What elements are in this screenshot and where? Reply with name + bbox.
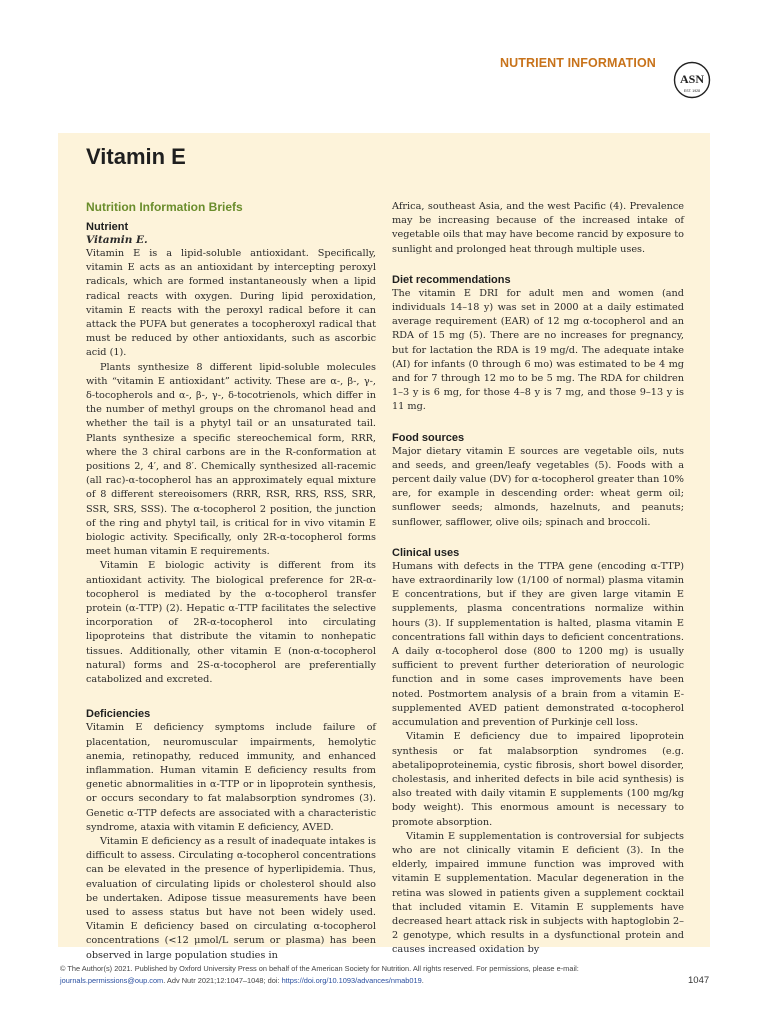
paragraph: Vitamin E biologic activity is different from its antioxidant activity. The biological preference for 2R-α-tocopherol is mediated by the α-tocopherol transfer protein (α-TTP) (2). Hepatic α-TTP facilitates the selective incorporation of 2R-α-tocopherol into circulating lipoproteins that distribute the vitamin to nonhepatic tissues. Additionally, other vitamin E (non-α-tocopherol natural) forms and 2S-α-tocopherol are preferentially catabolized and excreted.	[86, 560, 376, 686]
asn-logo-icon	[672, 60, 712, 100]
nutrient-heading: Nutrient	[86, 221, 129, 233]
section-label: NUTRIENT INFORMATION	[500, 56, 656, 70]
page-number: 1047	[688, 975, 710, 986]
logo-subtext: EST. 1928	[683, 89, 701, 93]
right-column	[392, 200, 684, 958]
citation-period: .	[421, 976, 424, 985]
diet-recommendations-heading: Diet recommendations	[392, 273, 511, 286]
logo-text: ASN	[679, 72, 705, 86]
paragraph: Major dietary vitamin E sources are vegetable oils, nuts and seeds, and green/leafy vegetables (5). Foods with a percent daily value (DV) for α-tocopherol greater than 10% are, for example in descending order: wheat germ oil; sunflower seeds; almonds, hazelnuts, and peanuts; sunflower, safflower, olive oils; spinach and broccoli.	[392, 445, 684, 528]
paragraph: Humans with defects in the TTPA gene (encoding α-TTP) have extraordinarily low (1/100 of normal) plasma vitamin E concentrations, but if they are given large vitamin E supplements, plasma concentrations normalize within hours (3). If supplementation is halted, plasma vitamin E concentrations fall within days to deficient concentrations. A daily α-tocopherol dose (800 to 1200 mg) is usually sufficient to prevent further deterioration of neurologic function and in some cases improvements have been noted. Postmortem analysis of a brain from a vitamin E-supplemented AVED patient demonstrated α-tocopherol accumulation and prevention of Purkinje cell loss.	[392, 560, 684, 729]
paragraph: Vitamin E supplementation is controversial for subjects who are not clinically vitamin E deficient (3). In the elderly, impaired immune function was improved with vitamin E supplementation. Macular degeneration in the retina was slowed in patients given a supplement cocktail that included vitamin E. Vitamin E supplements have decreased heart attack risk in subjects with haptoglobin 2–2 genotype, which results in a dysfunctional protein and causes increased oxidation by	[392, 830, 684, 956]
paragraph: The vitamin E DRI for adult men and women (and individuals 14–18 y) was set in 2000 at a daily estimated average requirement (EAR) of 12 mg α-tocopherol and an RDA of 15 mg (5). There are no increases for pregnancy, but for lactation the RDA is 19 mg/d. The adequate intake (AI) for infants (0 through 6 mo) was estimated to be 4 mg and for 7 through 12 mo to be 5 mg. The RDA for children 1–3 y is 6 mg, for those 4–8 y is 7 mg, and those 9–13 y is 11 mg.	[392, 287, 684, 413]
paragraph: Vitamin E deficiency due to impaired lipoprotein synthesis or fat malabsorption syndromes (e.g. abetalipoproteinemia, cystic fibrosis, short bowel disorder, cholestasis, and inherited defects in bile acid synthesis) is also treated with daily vitamin E supplements (100 mg/kg body weight). This enormous amount is necessary to promote absorption.	[392, 731, 684, 828]
footer-copyright	[60, 963, 620, 987]
food-sources-heading: Food sources	[392, 431, 465, 444]
citation-line	[60, 975, 620, 987]
doi-link[interactable]: https://doi.org/10.1093/advances/nmab019	[281, 976, 422, 985]
paragraph: Plants synthesize 8 different lipid-soluble molecules with “vitamin E antioxidant” activity. These are α-, β-, γ-, δ-tocopherols and α-, β-, γ-, δ-tocotrienols, which differ in the number of methyl groups on the chromanol head and whether the tail is a phytyl tail or an unsaturated tail. Plants synthesize a specific stereochemical form, RRR, where the 3 chiral carbons are in the R-conformation at positions 2, 4′, and 8′. Chemically synthesized all-racemic (all rac)-α-tocopherol has an approximately equal mixture of 8 different stereoisomers (RRR, RSR, RRS, RSS, SRR, SSR, SRS, SSS). The α-tocopherol 2 position, the junction of the ring and phytyl tail, is critical for in vivo vitamin E biologic activity. Specifically, only 2R-α-tocopherol forms meet human vitamin E requirements.	[86, 361, 376, 558]
nutrient-subheading: Vitamin E.	[86, 234, 148, 246]
brief-heading: Nutrition Information Briefs	[86, 200, 243, 214]
citation-text: . Adv Nutr 2021;12:1047–1048; doi:	[163, 976, 282, 985]
paragraph: Vitamin E deficiency symptoms include failure of placentation, neuromuscular impairments, hemolytic anemia, retinopathy, reduced immunity, and enhanced inflammation. Human vitamin E deficiency results from genetic abnormalities in α-TTP or in lipoprotein synthesis, or occurs secondary to fat malabsorption syndromes (3). Genetic α-TTP defects are associated with a characteristic syndrome, ataxia with vitamin E deficiency, AVED.	[86, 722, 376, 833]
clinical-uses-heading: Clinical uses	[392, 546, 460, 559]
deficiencies-heading: Deficiencies	[86, 708, 151, 721]
permissions-email-link[interactable]: journals.permissions@oup.com	[60, 976, 164, 985]
left-column	[86, 200, 376, 963]
copyright-line: © The Author(s) 2021. Published by Oxford University Press on behalf of the American Society for Nutrition. All rights reserved. For permissions, please e-mail:	[60, 964, 579, 973]
paragraph: Vitamin E is a lipid-soluble antioxidant. Specifically, vitamin E acts as an antioxidant by intercepting peroxyl radicals, which are formed instantaneously when a lipid radical reacts with oxygen. During lipid peroxidation, vitamin E reacts with the peroxyl radical before it can attack the PUFA but generates a tocopheroxyl radical that must be reduced by other antioxidants, such as ascorbic acid (1).	[86, 248, 376, 359]
paragraph: Africa, southeast Asia, and the west Pacific (4). Prevalence may be increasing because of the increased intake of vegetable oils that may have become rancid by exposure to sunlight and prolonged heat through multiple uses.	[392, 201, 684, 255]
paragraph: Vitamin E deficiency as a result of inadequate intakes is difficult to assess. Circulating α-tocopherol concentrations can be elevated in the presence of hyperlipidemia. Thus, evaluation of circulating lipids or cholesterol should also be undertaken. Adipose tissue measurements have been used to assess status but have not been widely used. Vitamin E deficiency based on circulating α-tocopherol concentrations (<12 μmol/L serum or plasma) has been observed in large population studies in	[86, 835, 376, 961]
article-title: Vitamin E	[86, 144, 186, 169]
